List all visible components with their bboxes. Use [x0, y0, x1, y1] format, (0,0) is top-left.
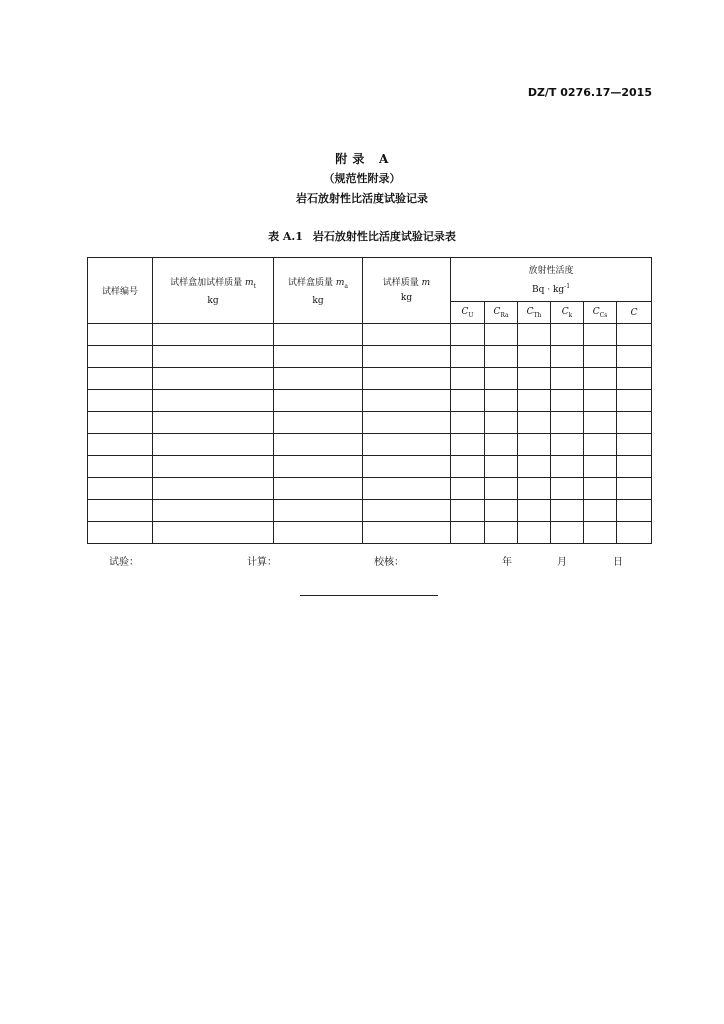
table-cell[interactable]: [485, 434, 518, 456]
table-cell[interactable]: [584, 368, 617, 390]
table-cell[interactable]: [551, 434, 584, 456]
table-cell[interactable]: [153, 324, 274, 346]
table-cell[interactable]: [617, 412, 652, 434]
table-cell[interactable]: [617, 500, 652, 522]
table-cell[interactable]: [153, 368, 274, 390]
table-cell[interactable]: [274, 368, 363, 390]
table-row: [88, 324, 652, 346]
table-cell[interactable]: [518, 324, 551, 346]
table-caption: [0, 228, 724, 244]
header-activity: [451, 258, 652, 302]
table-cell[interactable]: [363, 522, 451, 544]
footer-day: 日: [613, 557, 623, 568]
table-cell[interactable]: [485, 346, 518, 368]
c-cs-sub: Cs: [599, 311, 608, 319]
table-row: [88, 500, 652, 522]
table-row: [88, 456, 652, 478]
table-cell[interactable]: [153, 390, 274, 412]
table-cell[interactable]: [551, 500, 584, 522]
table-cell[interactable]: [518, 346, 551, 368]
header-c-th: [518, 302, 551, 324]
table-cell[interactable]: [551, 324, 584, 346]
c-th-symbol: C: [526, 306, 534, 317]
table-cell[interactable]: [88, 368, 153, 390]
header-c-ra: [485, 302, 518, 324]
table-cell[interactable]: [584, 478, 617, 500]
table-cell[interactable]: [153, 522, 274, 544]
table-cell[interactable]: [363, 456, 451, 478]
table-cell[interactable]: [617, 346, 652, 368]
header-box-plus-sample-symbol: m: [244, 278, 254, 288]
table-cell[interactable]: [274, 434, 363, 456]
header-box-plus-sample-unit: kg: [207, 295, 219, 306]
table-cell[interactable]: [88, 434, 153, 456]
table-cell[interactable]: [485, 324, 518, 346]
table-cell[interactable]: [88, 390, 153, 412]
table-cell[interactable]: [451, 390, 485, 412]
header-c-total: [617, 302, 652, 324]
table-cell[interactable]: [363, 434, 451, 456]
header-activity-label: 放射性活度: [528, 266, 574, 276]
appendix-label: 附 录: [335, 152, 365, 166]
table-row: [88, 522, 652, 544]
header-box-mass-unit: kg: [312, 295, 324, 306]
appendix-title: 岩石放射性比活度试验记录: [296, 192, 428, 205]
table-cell[interactable]: [451, 412, 485, 434]
c-ra-sub: Ra: [500, 311, 509, 319]
table-title: 岩石放射性比活度试验记录表: [312, 230, 456, 243]
table-cell[interactable]: [617, 456, 652, 478]
table-row: [88, 368, 652, 390]
appendix-letter: A: [378, 152, 389, 166]
table-cell[interactable]: [451, 324, 485, 346]
table-cell[interactable]: [153, 346, 274, 368]
table-cell[interactable]: [274, 522, 363, 544]
table-cell[interactable]: [153, 412, 274, 434]
table-cell[interactable]: [518, 412, 551, 434]
header-box-mass-label: 试样盒质量: [287, 278, 333, 288]
table-cell[interactable]: [485, 390, 518, 412]
table-cell[interactable]: [88, 346, 153, 368]
table-cell[interactable]: [551, 412, 584, 434]
header-sample-mass-label: 试样质量: [382, 278, 419, 288]
table-cell[interactable]: [518, 456, 551, 478]
table-cell[interactable]: [88, 324, 153, 346]
table-cell[interactable]: [584, 346, 617, 368]
header-box-plus-sample-mass: [153, 258, 274, 324]
table-row: [88, 412, 652, 434]
c-u-symbol: C: [461, 306, 469, 317]
table-cell[interactable]: [485, 478, 518, 500]
table-cell[interactable]: [551, 456, 584, 478]
footer-tester: 试验：: [109, 557, 139, 568]
end-rule: [300, 595, 438, 596]
table-cell[interactable]: [551, 368, 584, 390]
table-cell[interactable]: [363, 412, 451, 434]
table-cell[interactable]: [451, 478, 485, 500]
table-cell[interactable]: [363, 478, 451, 500]
record-table-body: [88, 324, 652, 544]
table-cell[interactable]: [274, 456, 363, 478]
c-th-sub: Th: [533, 311, 542, 319]
header-box-mass: [274, 258, 363, 324]
table-cell[interactable]: [153, 500, 274, 522]
table-cell[interactable]: [584, 412, 617, 434]
appendix-heading: [0, 150, 724, 167]
table-row: [88, 434, 652, 456]
table-row: [88, 390, 652, 412]
table-cell[interactable]: [363, 368, 451, 390]
table-cell[interactable]: [274, 412, 363, 434]
table-row: [88, 346, 652, 368]
table-cell[interactable]: [88, 478, 153, 500]
header-c-cs: [584, 302, 617, 324]
table-cell[interactable]: [485, 368, 518, 390]
table-number: 表 A.1: [268, 230, 303, 243]
header-box-mass-sub: a: [344, 282, 348, 290]
c-k-sub: k: [568, 311, 573, 319]
table-cell[interactable]: [451, 500, 485, 522]
table-cell[interactable]: [518, 500, 551, 522]
table-cell[interactable]: [617, 390, 652, 412]
table-cell[interactable]: [88, 412, 153, 434]
header-sample-mass-unit: kg: [400, 293, 413, 303]
table-cell[interactable]: [363, 500, 451, 522]
table-cell[interactable]: [363, 346, 451, 368]
table-cell[interactable]: [363, 324, 451, 346]
table-cell[interactable]: [584, 434, 617, 456]
table-cell[interactable]: [274, 346, 363, 368]
table-cell[interactable]: [551, 522, 584, 544]
table-cell[interactable]: [518, 522, 551, 544]
table-cell[interactable]: [551, 346, 584, 368]
table-cell[interactable]: [584, 390, 617, 412]
table-cell[interactable]: [451, 456, 485, 478]
appendix-type: （规范性附录）: [323, 172, 401, 185]
table-cell[interactable]: [518, 478, 551, 500]
table-cell[interactable]: [485, 456, 518, 478]
table-cell[interactable]: [518, 434, 551, 456]
table-cell[interactable]: [584, 500, 617, 522]
table-cell[interactable]: [88, 522, 153, 544]
header-box-plus-sample-label: 试样盒加试样质量: [170, 278, 243, 288]
table-cell[interactable]: [617, 434, 652, 456]
table-cell[interactable]: [518, 368, 551, 390]
table-cell[interactable]: [153, 456, 274, 478]
header-box-plus-sample-sub: t: [253, 282, 256, 290]
table-cell[interactable]: [451, 522, 485, 544]
table-cell[interactable]: [153, 434, 274, 456]
table-cell[interactable]: [584, 522, 617, 544]
table-cell[interactable]: [274, 478, 363, 500]
table-cell[interactable]: [485, 500, 518, 522]
table-cell[interactable]: [485, 522, 518, 544]
table-cell[interactable]: [274, 390, 363, 412]
footer-month: 月: [557, 557, 567, 568]
table-cell[interactable]: [551, 390, 584, 412]
table-row: [88, 478, 652, 500]
table-cell[interactable]: [617, 522, 652, 544]
table-cell[interactable]: [485, 412, 518, 434]
table-cell[interactable]: [551, 478, 584, 500]
c-k-symbol: C: [561, 306, 569, 317]
footer-checker: 校核：: [374, 557, 404, 568]
c-total-symbol: C: [630, 307, 638, 318]
header-c-u: [451, 302, 485, 324]
header-sample-mass: [363, 258, 451, 324]
table-cell[interactable]: [617, 368, 652, 390]
c-cs-symbol: C: [592, 306, 600, 317]
record-table: [87, 257, 652, 544]
table-cell[interactable]: [584, 324, 617, 346]
table-cell[interactable]: [518, 390, 551, 412]
table-cell[interactable]: [88, 456, 153, 478]
header-activity-unit: Bq · kg: [532, 285, 565, 295]
footer-year: 年: [502, 557, 512, 568]
header-box-mass-symbol: m: [335, 278, 345, 288]
table-cell[interactable]: [617, 478, 652, 500]
table-cell[interactable]: [363, 390, 451, 412]
header-sample-mass-symbol: m: [421, 278, 431, 288]
standard-code: DZ/T 0276.17—2015: [527, 86, 652, 99]
header-sample-id: 试样编号: [88, 258, 153, 324]
c-u-sub: U: [468, 311, 474, 319]
table-cell[interactable]: [274, 500, 363, 522]
table-cell[interactable]: [451, 368, 485, 390]
footer-calculator: 计算：: [247, 557, 277, 568]
header-c-k: [551, 302, 584, 324]
table-cell[interactable]: [153, 478, 274, 500]
c-ra-symbol: C: [493, 306, 501, 317]
header-activity-unit-sup: -1: [564, 283, 571, 290]
table-cell[interactable]: [451, 434, 485, 456]
table-cell[interactable]: [617, 324, 652, 346]
table-cell[interactable]: [88, 500, 153, 522]
table-cell[interactable]: [451, 346, 485, 368]
table-cell[interactable]: [584, 456, 617, 478]
table-cell[interactable]: [274, 324, 363, 346]
